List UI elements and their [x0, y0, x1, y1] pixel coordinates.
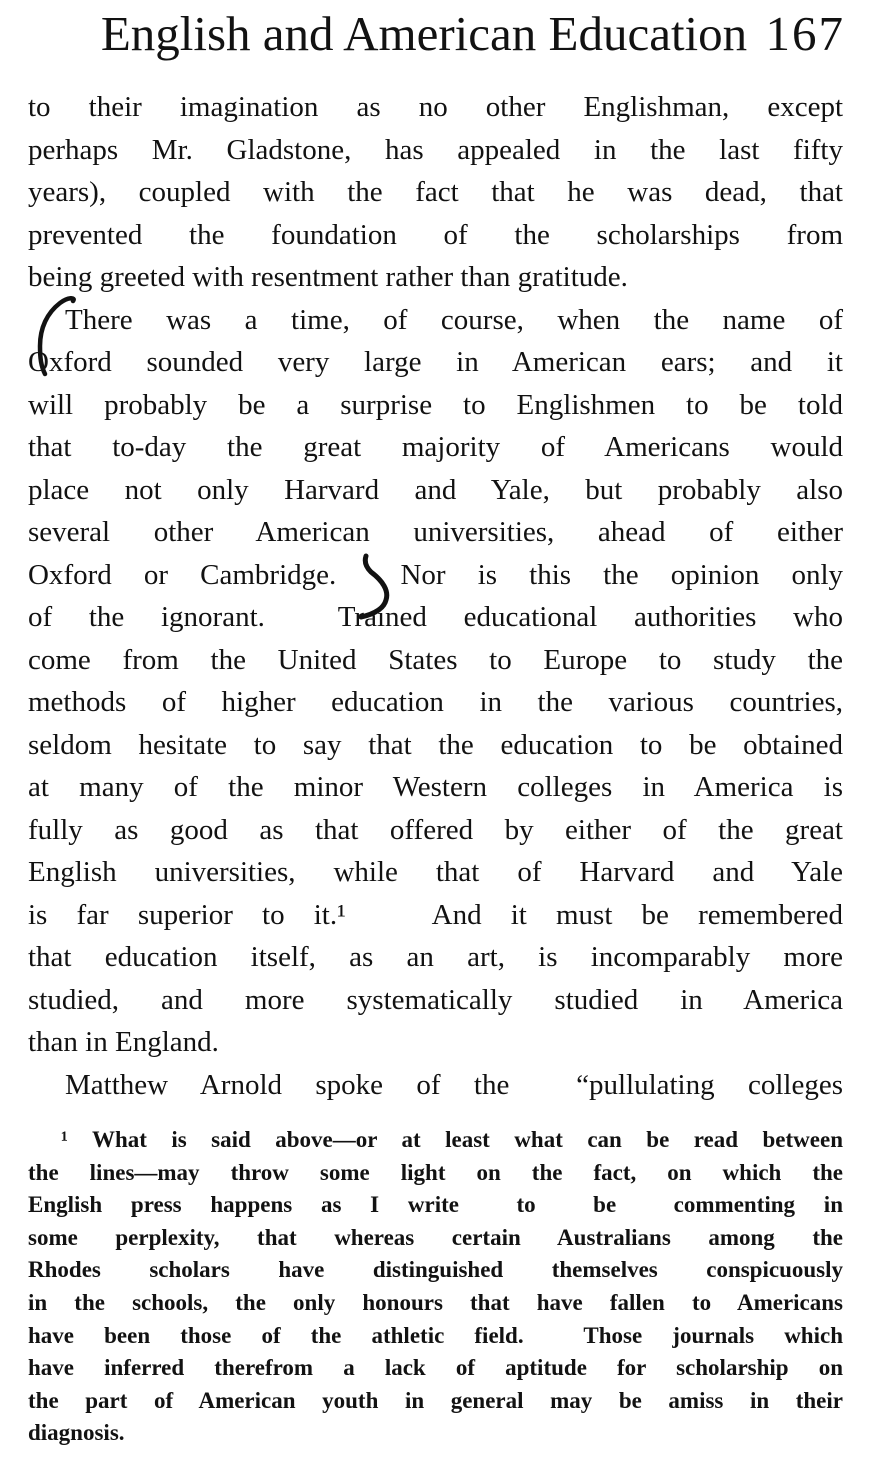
text-line: that to-day the great majority of Americans would	[28, 431, 843, 463]
text-line: have been those of the athletic field. Those journals which	[28, 1322, 843, 1348]
text-line: Oxford sounded very large in American ears; and it	[28, 346, 843, 378]
text-line: place not only Harvard and Yale, but probably also	[28, 473, 843, 506]
text-line: studied, and more systematically studied in America	[28, 983, 843, 1016]
text-line: is far superior to it.¹ And it must be remembered	[28, 898, 843, 931]
text-line: seldom hesitate to say that the education to be obtained	[28, 728, 843, 761]
text-line: Matthew Arnold spoke of the “pullulating colleges	[65, 1068, 843, 1101]
running-header	[28, 6, 845, 65]
footnote-block	[28, 1124, 843, 1450]
text-line: prevented the foundation of the scholarships from	[28, 218, 843, 251]
text-line: of the ignorant. Trained educational authorities who	[28, 601, 843, 633]
text-line: methods of higher education in the various countries,	[28, 686, 843, 718]
text-line: Oxford or Cambridge. Nor is this the opinion only	[28, 558, 843, 591]
text-line: English press happens as I write to be commenting in	[28, 1192, 843, 1218]
paragraph	[28, 1064, 843, 1107]
text-line: the lines—may throw some light on the fact, on which the	[28, 1159, 843, 1185]
text-line: come from the United States to Europe to study the	[28, 643, 843, 676]
text-line: being greeted with resentment rather than gratitude.	[28, 261, 628, 293]
page-number: 167	[765, 6, 845, 61]
text-line: some perplexity, that whereas certain Australians among the	[28, 1224, 843, 1250]
text-line: There was a time, of course, when the name of	[65, 303, 843, 336]
text-line: diagnosis.	[28, 1420, 125, 1446]
text-line: several other American universities, ahead of either	[28, 516, 843, 548]
text-line: that education itself, as an art, is incomparably more	[28, 941, 843, 973]
text-line: the part of American youth in general may be amiss in their	[28, 1387, 843, 1413]
text-line: ¹ What is said above—or at least what can be read between	[61, 1127, 843, 1152]
text-line: to their imagination as no other Englishman, except	[28, 91, 843, 123]
paragraph	[28, 86, 843, 299]
text-line: will probably be a surprise to Englishmen to be told	[28, 388, 843, 421]
text-line: perhaps Mr. Gladstone, has appealed in the last fifty	[28, 133, 843, 166]
text-line: than in England.	[28, 1026, 219, 1058]
text-line: Rhodes scholars have distinguished themselves conspicuously	[28, 1257, 843, 1283]
text-line: fully as good as that offered by either of the great	[28, 813, 843, 846]
paragraph	[28, 1124, 843, 1450]
paragraph	[28, 299, 843, 1064]
text-line: English universities, while that of Harvard and Yale	[28, 856, 843, 888]
page-title: English and American Education	[100, 6, 748, 61]
main-text-block	[28, 86, 843, 1106]
text-line: at many of the minor Western colleges in America is	[28, 771, 843, 803]
text-line: years), coupled with the fact that he was dead, that	[28, 176, 843, 208]
text-line: have inferred therefrom a lack of aptitude for scholarship on	[28, 1355, 843, 1381]
text-line: in the schools, the only honours that have fallen to Americans	[28, 1289, 843, 1315]
